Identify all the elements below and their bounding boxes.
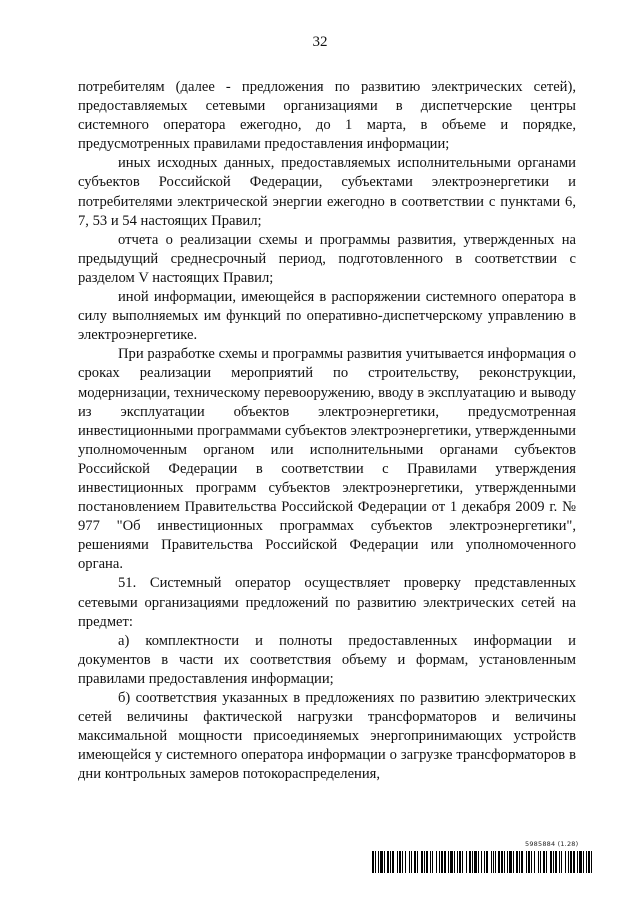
paragraph: отчета о реализации схемы и программы развития, утвержденных на предыдущий среднесрочный период, подготовленного в соответствии с разделом V настоящих Правил;	[78, 231, 576, 286]
paragraph: а) комплектности и полноты предоставленных информации и документов в части их соответствия объему и формам, установленным правилами предоставления информации;	[78, 632, 576, 687]
page-number: 32	[312, 34, 328, 50]
document-body	[78, 78, 576, 784]
paragraph: иной информации, имеющейся в распоряжении системного оператора в силу выполняемых им функций по оперативно-диспетчерскому управлению в электроэнергетике.	[78, 289, 576, 344]
paragraph: потребителям (далее - предложения по развитию электрических сетей), предоставляемых сетевыми организациями в диспетчерские центры системного оператора ежегодно, до 1 марта, в объеме и порядке, предусмотренных правилами предоставления информации;	[78, 79, 576, 153]
paragraph: б) соответствия указанных в предложениях по развитию электрических сетей величины фактической нагрузки трансформаторов и величины максимальной мощности присоединяемых энергопринимающих устройств имеющейся у системного оператора информации о загрузке трансформаторов в дни контрольных замеров потокораспределения,	[78, 690, 576, 783]
paragraph: При разработке схемы и программы развития учитывается информация о сроках реализации мероприятий по строительству, реконструкции, модернизации, техническому перевооружению, вводу в эксплуатацию и выводу из эксплуатации объектов электроэнергетики, предусмотренная инвестиционными программами субъектов электроэнергетики, утвержденными уполномоченным органом или исполнительными органами субъектов Российской Федерации в соответствии с Правилами утверждения инвестиционных программ субъектов электроэнергетики, утвержденными постановлением Правительства Российской Федерации от 1 декабря 2009 г. № 977 "Об инвестиционных программах субъектов электроэнергетики", решениями Правительства Российской Федерации или уполномоченного органа.	[78, 346, 576, 573]
paragraph: 51. Системный оператор осуществляет проверку представленных сетевыми организациями предложений по развитию электрических сетей на предмет:	[78, 575, 576, 630]
barcode-bar	[592, 851, 595, 873]
barcode-code: 5985884 (1.28)	[525, 840, 579, 848]
barcode	[372, 851, 595, 873]
paragraph: иных исходных данных, предоставляемых исполнительными органами субъектов Российской Федерации, субъектами электроэнергетики и потребителями электрической энергии ежегодно в соответствии с пунктами 6, 7, 53 и 54 настоящих Правил;	[78, 155, 576, 229]
